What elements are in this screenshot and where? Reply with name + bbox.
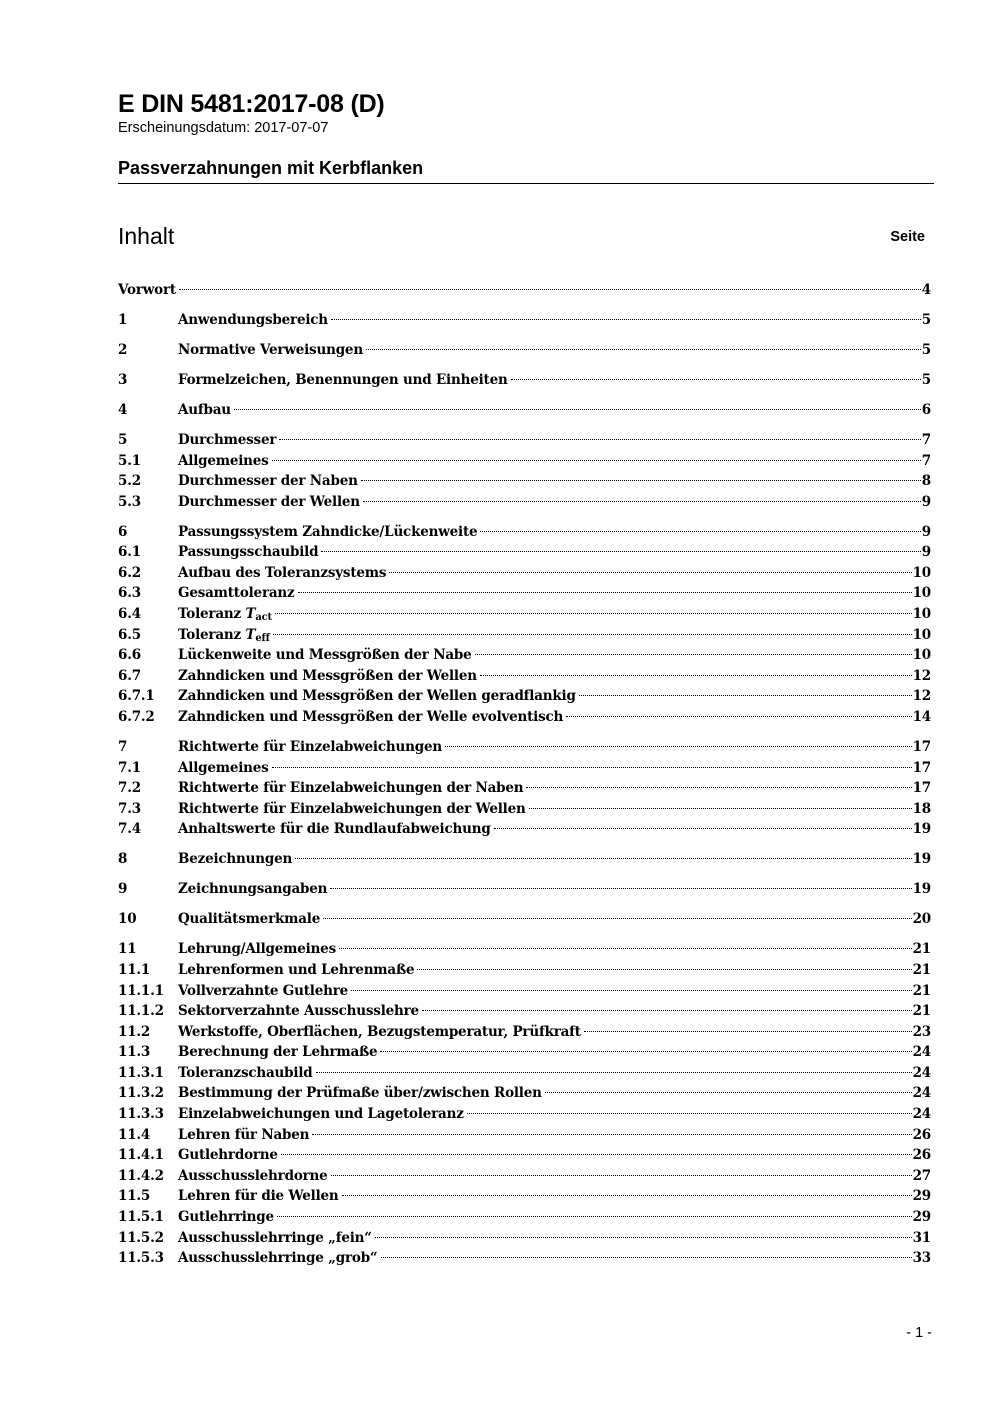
toc-entry[interactable]: [118, 522, 931, 543]
toc-entry-page: 26: [912, 1126, 931, 1143]
toc-entry-title: Toleranz Tact: [178, 606, 272, 624]
toc-entry-page: 10: [912, 606, 931, 623]
toc-entry-number: 7.1: [118, 759, 141, 776]
dot-leader: [480, 675, 912, 676]
toc-entry-page: 17: [912, 739, 931, 756]
toc-entry-page: 33: [912, 1250, 931, 1267]
toc-entry-page: 4: [921, 282, 931, 298]
toc-entry-page: 12: [912, 688, 931, 705]
toc-entry[interactable]: [118, 1063, 931, 1084]
toc-entry-page: 19: [912, 851, 931, 868]
toc-entry-title: Zahndicken und Messgrößen der Welle evolventisch: [178, 709, 564, 726]
toc-entry-title: Ausschusslehrringe „fein“: [178, 1229, 372, 1246]
toc-entry-page: 21: [912, 961, 931, 978]
toc-entry-number: 2: [118, 341, 128, 358]
toc-entry-title: Anhaltswerte für die Rundlaufabweichung: [178, 821, 491, 838]
toc-entry-page: 27: [912, 1167, 931, 1184]
toc-entry[interactable]: [118, 1145, 931, 1166]
dot-leader: [480, 531, 920, 532]
dot-leader: [380, 1051, 911, 1052]
toc-entry[interactable]: [118, 645, 931, 666]
toc-entry-number: 10: [118, 911, 137, 928]
toc-entry-number: Vorwort: [118, 282, 176, 298]
toc-entry-page: 21: [912, 982, 931, 999]
toc-entry-page: 21: [912, 1003, 931, 1020]
toc-entry-title: Richtwerte für Einzelabweichungen der Naben: [178, 780, 524, 797]
toc-entry[interactable]: [118, 1228, 931, 1249]
toc-entry-page: 17: [912, 759, 931, 776]
toc-entry-page: 10: [912, 564, 931, 581]
toc-entry-page: 29: [912, 1188, 931, 1205]
toc-entry-title: Aufbau des Toleranzsystems: [178, 564, 387, 581]
toc-entry-number: 11.2: [118, 1023, 151, 1040]
toc-entry[interactable]: [118, 492, 931, 513]
dot-leader: [351, 990, 912, 991]
toc-entry-title: Lückenweite und Messgrößen der Nabe: [178, 647, 472, 664]
toc-entry-title: Vollverzahnte Gutlehre: [178, 982, 349, 999]
toc-entry-title: Lehrung/Allgemeines: [178, 941, 336, 958]
toc-entry-title: Lehren für Naben: [178, 1126, 310, 1143]
toc-entry-title: Lehrenformen und Lehrenmaße: [178, 961, 415, 978]
dot-leader: [467, 1113, 912, 1114]
toc-entry-title: Ausschusslehrdorne: [178, 1167, 328, 1184]
toc-entry-title: Toleranzschaubild: [178, 1064, 313, 1081]
toc-entry-number: 6.5: [118, 626, 141, 643]
dot-leader: [422, 1010, 912, 1011]
toc-entry-page: 9: [921, 493, 931, 510]
toc-entry-number: 11.5: [118, 1188, 151, 1205]
toc-entry[interactable]: [118, 1186, 931, 1207]
toc-entry[interactable]: [118, 1001, 931, 1022]
math-symbol: T: [245, 626, 256, 643]
dot-leader: [323, 918, 912, 919]
toc-entry-number: 11.1.2: [118, 1003, 164, 1020]
dot-leader: [331, 319, 921, 320]
toc-entry-number: 11.1: [118, 961, 151, 978]
toc-entry-title: Gutlehrringe: [178, 1209, 274, 1226]
toc-entry-title: Bezeichnungen: [178, 851, 293, 868]
toc-entry[interactable]: [118, 960, 931, 981]
dot-leader: [234, 409, 921, 410]
toc-entry-number: 6.7.2: [118, 709, 155, 726]
dot-leader: [417, 969, 911, 970]
toc-entry-page: 24: [912, 1064, 931, 1081]
dot-leader: [494, 828, 912, 829]
toc-entry-number: 6.7: [118, 667, 141, 684]
toc-entry-page: 12: [912, 667, 931, 684]
toc-entry-page: 19: [912, 881, 931, 898]
toc-entry[interactable]: [118, 778, 931, 799]
toc-entry[interactable]: [118, 563, 931, 584]
toc-entry[interactable]: [118, 1083, 931, 1104]
toc-entry-title: Formelzeichen, Benennungen und Einheiten: [178, 371, 508, 388]
toc-entry-number: 11.1.1: [118, 982, 164, 999]
table-of-contents: [118, 280, 931, 1269]
toc-entry[interactable]: [118, 1042, 931, 1063]
toc-entry-page: 5: [921, 311, 931, 328]
toc-entry[interactable]: [118, 849, 931, 870]
toc-entry-number: 11.3.2: [118, 1085, 164, 1102]
header-divider: [118, 183, 934, 184]
dot-leader: [281, 1154, 912, 1155]
toc-entry-title: Zahndicken und Messgrößen der Wellen: [178, 667, 477, 684]
dot-leader: [584, 1031, 912, 1032]
toc-entry-number: 11.4.1: [118, 1147, 164, 1164]
toc-entry-page: 21: [912, 941, 931, 958]
toc-entry-page: 9: [921, 523, 931, 540]
dot-leader: [321, 551, 920, 552]
toc-entry-title: Richtwerte für Einzelabweichungen: [178, 739, 442, 756]
toc-entry-number: 5.2: [118, 473, 141, 490]
toc-entry-title: Zeichnungsangaben: [178, 881, 328, 898]
toc-entry[interactable]: [118, 1166, 931, 1187]
dot-leader: [363, 501, 921, 502]
toc-entry-page: 29: [912, 1209, 931, 1226]
dot-leader: [381, 1257, 912, 1258]
toc-entry-page: 23: [912, 1023, 931, 1040]
toc-entry-page: 24: [912, 1044, 931, 1061]
toc-entry-title: Gesamttoleranz: [178, 585, 295, 602]
dot-leader: [445, 746, 912, 747]
toc-entry-title: Allgemeines: [178, 452, 269, 469]
toc-entry-number: 11.5.1: [118, 1209, 164, 1226]
toc-entry[interactable]: [118, 879, 931, 900]
toc-entry-number: 11.5.2: [118, 1229, 164, 1246]
toc-entry-title: Lehren für die Wellen: [178, 1188, 339, 1205]
toc-entry[interactable]: [118, 604, 931, 625]
toc-entry-page: 10: [912, 647, 931, 664]
toc-entry-title: Berechnung der Lehrmaße: [178, 1044, 378, 1061]
math-symbol: T: [245, 606, 256, 623]
toc-entry[interactable]: [118, 400, 931, 421]
toc-entry[interactable]: [118, 310, 931, 331]
toc-entry-page: 10: [912, 585, 931, 602]
toc-entry[interactable]: [118, 1207, 931, 1228]
toc-entry[interactable]: [118, 1104, 931, 1125]
toc-entry-page: 31: [912, 1229, 931, 1246]
dot-leader: [579, 695, 912, 696]
dot-leader: [511, 379, 921, 380]
toc-entry-page: 10: [912, 626, 931, 643]
toc-heading: Inhalt: [118, 223, 175, 249]
toc-entry-number: 1: [118, 311, 128, 328]
toc-entry-number: 6.1: [118, 544, 141, 561]
toc-entry-title: Werkstoffe, Oberflächen, Bezugstemperatur, Prüfkraft: [178, 1023, 581, 1040]
toc-entry-title: Aufbau: [178, 401, 231, 418]
dot-leader: [375, 1237, 912, 1238]
toc-entry-title: Durchmesser der Wellen: [178, 493, 360, 510]
toc-entry-number: 7.2: [118, 780, 141, 797]
toc-entry-number: 7: [118, 739, 128, 756]
toc-entry-title: Gutlehrdorne: [178, 1147, 278, 1164]
publication-date: Erscheinungsdatum: 2017-07-07: [118, 120, 329, 136]
toc-entry-title: Toleranz Teff: [178, 626, 270, 644]
toc-entry[interactable]: [118, 430, 931, 451]
toc-entry-title: Durchmesser der Naben: [178, 473, 358, 490]
toc-entry-number: 6.2: [118, 564, 141, 581]
toc-entry-page: 26: [912, 1147, 931, 1164]
toc-entry-page: 20: [912, 911, 931, 928]
toc-entry-page: 17: [912, 780, 931, 797]
dot-leader: [545, 1092, 912, 1093]
toc-entry[interactable]: [118, 451, 931, 472]
toc-entry-title: Zahndicken und Messgrößen der Wellen geradflankig: [178, 688, 576, 705]
toc-entry-number: 8: [118, 851, 128, 868]
toc-entry-number: 3: [118, 371, 128, 388]
dot-leader: [389, 572, 911, 573]
toc-entry-page: 6: [921, 401, 931, 418]
toc-entry-number: 7.4: [118, 821, 141, 838]
toc-entry[interactable]: [118, 981, 931, 1002]
dot-leader: [475, 654, 912, 655]
dot-leader: [272, 767, 912, 768]
dot-leader: [361, 480, 921, 481]
dot-leader: [275, 613, 912, 614]
toc-entry-page: 8: [921, 473, 931, 490]
dot-leader: [279, 439, 921, 440]
toc-entry-number: 11.5.3: [118, 1250, 164, 1267]
toc-entry-title: Einzelabweichungen und Lagetoleranz: [178, 1106, 464, 1123]
toc-entry[interactable]: [118, 542, 931, 563]
toc-entry[interactable]: [118, 370, 931, 391]
toc-entry-number: 5.3: [118, 493, 141, 510]
toc-entry-title: Anwendungsbereich: [178, 311, 328, 328]
toc-entry-number: 11: [118, 941, 137, 958]
page-column-label: Seite: [890, 229, 925, 245]
page-number: - 1 -: [906, 1325, 932, 1341]
dot-leader: [277, 1216, 912, 1217]
toc-entry[interactable]: [118, 583, 931, 604]
toc-entry[interactable]: [118, 340, 931, 361]
toc-entry[interactable]: [118, 280, 931, 301]
toc-entry-number: 11.3: [118, 1044, 151, 1061]
dot-leader: [298, 592, 912, 593]
toc-entry[interactable]: [118, 939, 931, 960]
toc-entry[interactable]: [118, 471, 931, 492]
toc-entry-title: Allgemeines: [178, 759, 269, 776]
document-subtitle: Passverzahnungen mit Kerbflanken: [118, 158, 424, 178]
toc-entry-number: 9: [118, 881, 128, 898]
toc-entry-number: 11.3.3: [118, 1106, 164, 1123]
toc-entry-page: 19: [912, 821, 931, 838]
toc-entry-title: Passungsschaubild: [178, 544, 319, 561]
dot-leader: [529, 808, 912, 809]
toc-entry-title: Bestimmung der Prüfmaße über/zwischen Rollen: [178, 1085, 542, 1102]
toc-entry-title: Normative Verweisungen: [178, 341, 363, 358]
toc-entry-page: 5: [921, 341, 931, 358]
dot-leader: [316, 1072, 912, 1073]
toc-entry[interactable]: [118, 625, 931, 646]
dot-leader: [331, 1175, 912, 1176]
math-subscript: act: [255, 612, 272, 624]
toc-entry-page: 14: [912, 709, 931, 726]
toc-entry[interactable]: [118, 799, 931, 820]
toc-entry[interactable]: [118, 909, 931, 930]
toc-entry-page: 24: [912, 1106, 931, 1123]
toc-entry-number: 6.3: [118, 585, 141, 602]
dot-leader: [272, 460, 921, 461]
dot-leader: [312, 1134, 911, 1135]
toc-entry-title: Sektorverzahnte Ausschusslehre: [178, 1003, 419, 1020]
toc-entry-title: Ausschusslehrringe „grob“: [178, 1250, 378, 1267]
toc-entry-page: 24: [912, 1085, 931, 1102]
dot-leader: [295, 858, 912, 859]
dot-leader: [366, 349, 921, 350]
dot-leader: [339, 948, 912, 949]
toc-entry-title: Richtwerte für Einzelabweichungen der Wellen: [178, 800, 526, 817]
toc-entry-number: 6.4: [118, 606, 141, 623]
toc-entry-page: 7: [921, 452, 931, 469]
toc-entry-page: 18: [912, 800, 931, 817]
math-subscript: eff: [255, 632, 270, 644]
toc-entry-number: 5.1: [118, 452, 141, 469]
dot-leader: [342, 1195, 912, 1196]
toc-entry-number: 11.4.2: [118, 1167, 164, 1184]
toc-entry-page: 7: [921, 431, 931, 448]
toc-entry[interactable]: [118, 1125, 931, 1146]
dot-leader: [179, 289, 921, 290]
toc-entry-number: 7.3: [118, 800, 141, 817]
toc-entry[interactable]: [118, 758, 931, 779]
toc-entry[interactable]: [118, 737, 931, 758]
document-title: E DIN 5481:2017-08 (D): [118, 90, 385, 118]
dot-leader: [330, 888, 911, 889]
toc-entry[interactable]: [118, 686, 931, 707]
toc-entry-number: 4: [118, 401, 128, 418]
toc-entry-number: 6: [118, 523, 128, 540]
toc-entry-number: 6.6: [118, 647, 141, 664]
dot-leader: [526, 787, 911, 788]
toc-entry-number: 6.7.1: [118, 688, 155, 705]
toc-entry[interactable]: [118, 666, 931, 687]
toc-entry-number: 5: [118, 431, 128, 448]
toc-entry-number: 11.4: [118, 1126, 151, 1143]
toc-entry-page: 9: [921, 544, 931, 561]
toc-entry-number: 11.3.1: [118, 1064, 164, 1081]
dot-leader: [273, 634, 912, 635]
toc-entry[interactable]: [118, 707, 931, 728]
toc-entry[interactable]: [118, 1248, 931, 1269]
dot-leader: [566, 716, 911, 717]
toc-entry[interactable]: [118, 819, 931, 840]
toc-entry-title: Passungssystem Zahndicke/Lückenweite: [178, 523, 478, 540]
toc-entry[interactable]: [118, 1022, 931, 1043]
toc-entry-title: Durchmesser: [178, 431, 277, 448]
toc-entry-page: 5: [921, 371, 931, 388]
toc-entry-title: Qualitätsmerkmale: [178, 911, 321, 928]
